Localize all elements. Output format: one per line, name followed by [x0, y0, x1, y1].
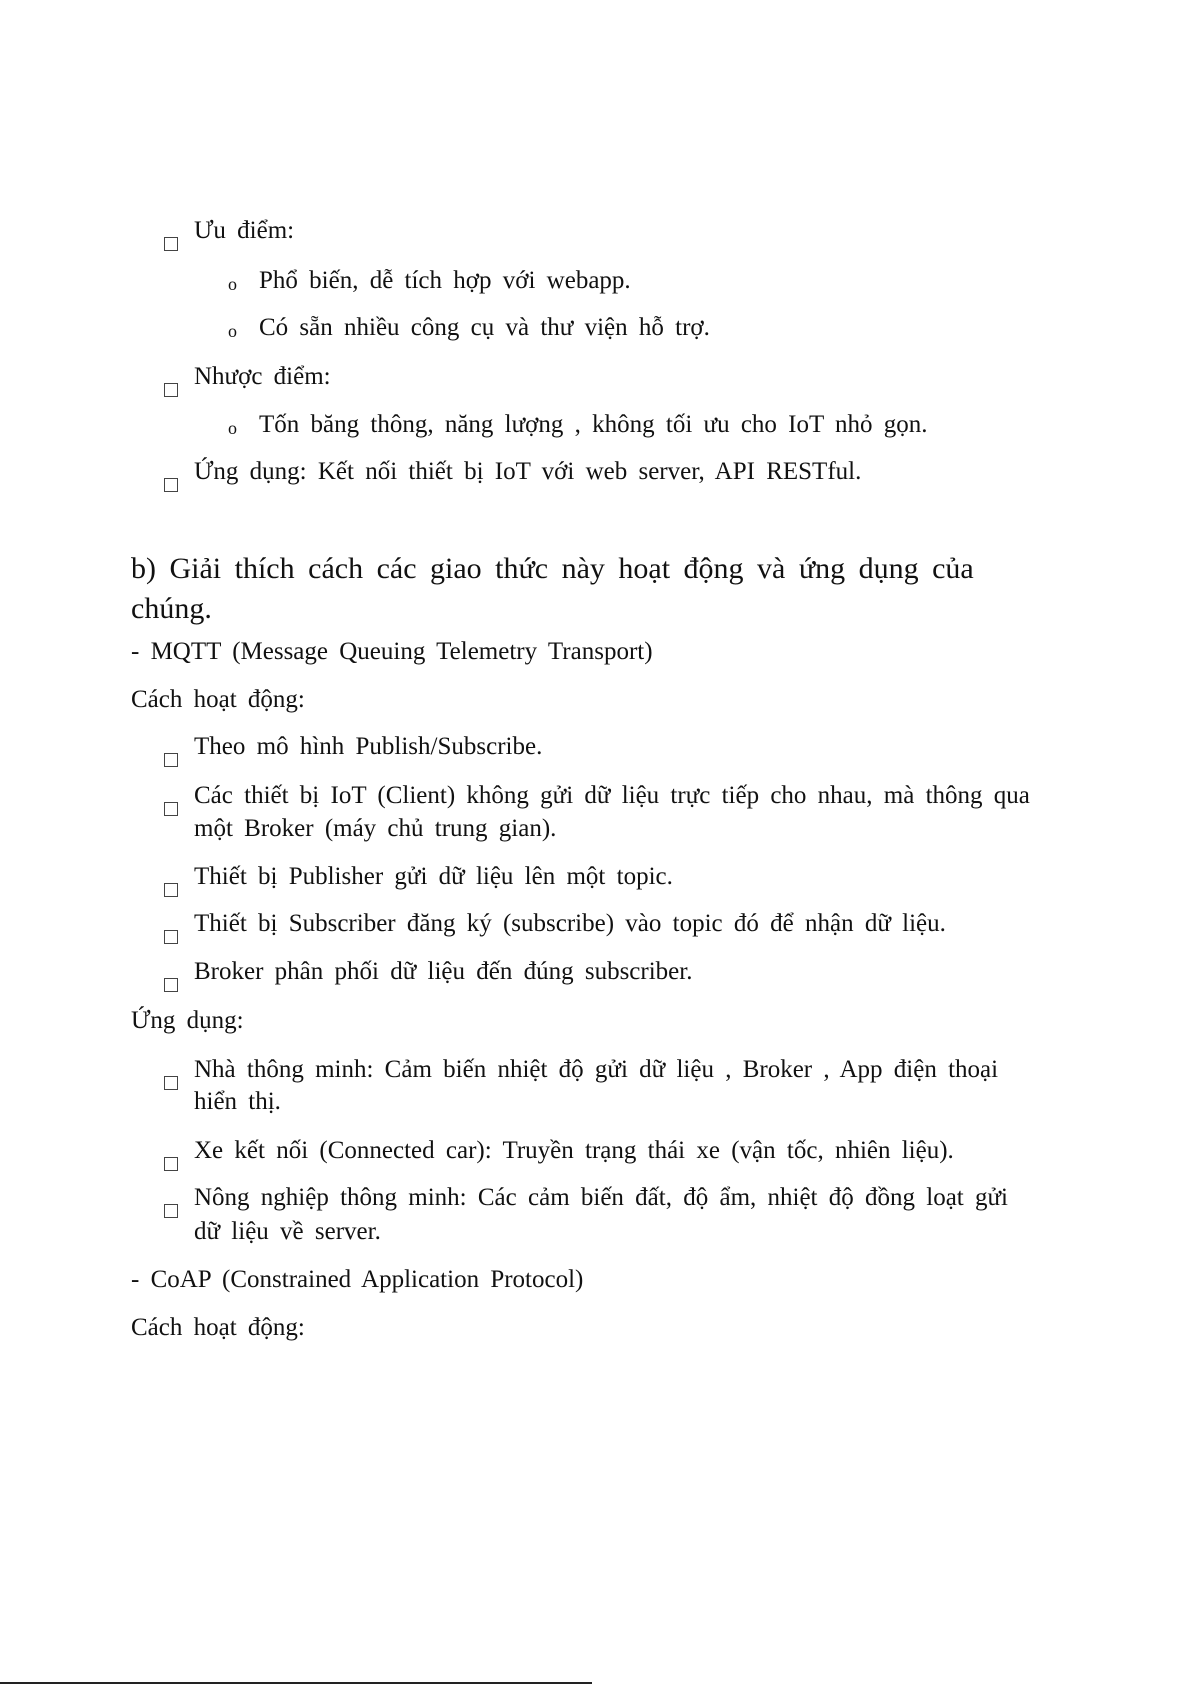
disadvantages-label: Nhược điểm:	[194, 363, 331, 390]
advantage-item: Có sẵn nhiều công cụ và thư viện hỗ trợ.	[259, 314, 710, 341]
bullet-icon	[164, 753, 178, 767]
mqtt-how-item: Các thiết bị IoT (Client) không gửi dữ liệu trực tiếp cho nhau, mà thông qua	[194, 782, 1030, 809]
bullet-icon	[164, 383, 178, 397]
mqtt-app-item: Xe kết nối (Connected car): Truyền trạng thái xe (vận tốc, nhiên liệu).	[194, 1137, 954, 1164]
mqtt-app-item: Nhà thông minh: Cảm biến nhiệt độ gửi dữ liệu , Broker , App điện thoại	[194, 1056, 999, 1083]
mqtt-how-label: Cách hoạt động:	[131, 686, 305, 713]
coap-how-label: Cách hoạt động:	[131, 1314, 305, 1341]
bullet-icon	[164, 1076, 178, 1090]
bullet-icon	[164, 930, 178, 944]
mqtt-apps-label: Ứng dụng:	[131, 1007, 244, 1034]
bullet-icon	[164, 883, 178, 897]
sub-bullet-icon: o	[228, 274, 237, 294]
footer-rule	[0, 1682, 592, 1684]
bullet-icon	[164, 802, 178, 816]
bullet-icon	[164, 1157, 178, 1171]
bullet-icon	[164, 478, 178, 492]
coap-title: - CoAP (Constrained Application Protocol)	[131, 1266, 584, 1293]
sub-bullet-icon: o	[228, 321, 237, 341]
mqtt-how-item: Thiết bị Publisher gửi dữ liệu lên một topic.	[194, 863, 673, 890]
mqtt-app-item-cont: hiển thị.	[194, 1088, 281, 1115]
mqtt-app-item-cont: dữ liệu về server.	[194, 1218, 381, 1245]
advantages-label: Ưu điểm:	[194, 217, 295, 244]
mqtt-app-item: Nông nghiệp thông minh: Các cảm biến đất, độ ẩm, nhiệt độ đồng loạt gửi	[194, 1184, 1008, 1211]
bullet-icon	[164, 237, 178, 251]
application-text: Ứng dụng: Kết nối thiết bị IoT với web server, API RESTful.	[194, 458, 862, 485]
section-heading-cont: chúng.	[131, 592, 212, 625]
bullet-icon	[164, 978, 178, 992]
mqtt-title: - MQTT (Message Queuing Telemetry Transport)	[131, 638, 653, 665]
mqtt-how-item: Broker phân phối dữ liệu đến đúng subscriber.	[194, 958, 693, 985]
mqtt-how-item: Thiết bị Subscriber đăng ký (subscribe) vào topic đó để nhận dữ liệu.	[194, 910, 946, 937]
section-heading: b) Giải thích cách các giao thức này hoạt động và ứng dụng của	[131, 552, 974, 585]
advantage-item: Phổ biến, dễ tích hợp với webapp.	[259, 267, 631, 294]
sub-bullet-icon: o	[228, 418, 237, 438]
mqtt-how-item: Theo mô hình Publish/Subscribe.	[194, 733, 543, 760]
bullet-icon	[164, 1204, 178, 1218]
mqtt-how-item-cont: một Broker (máy chủ trung gian).	[194, 815, 557, 842]
disadvantage-item: Tốn băng thông, năng lượng , không tối ưu cho IoT nhỏ gọn.	[259, 411, 928, 438]
